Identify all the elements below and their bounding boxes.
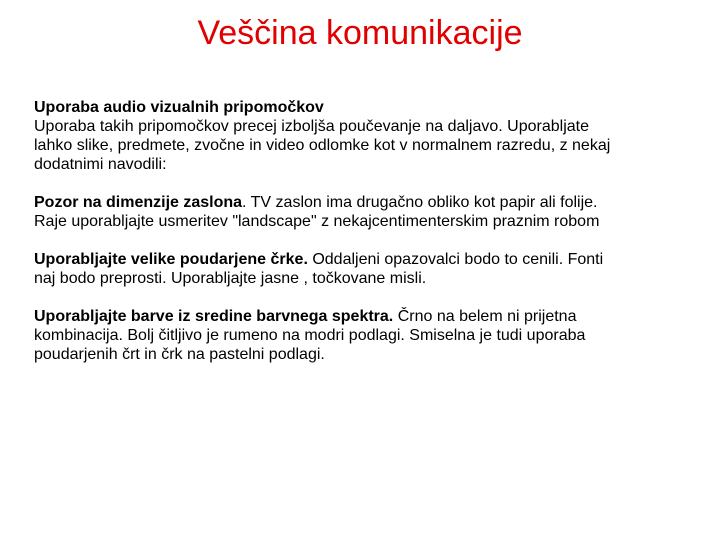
text-line: lahko slike, predmete, zvočne in video odlomke kot v normalnem razredu, z nekaj bbox=[34, 137, 611, 154]
slide-body bbox=[34, 98, 689, 383]
text-line: Uporaba takih pripomočkov precej izboljša poučevanje na daljavo. Uporabljate bbox=[34, 118, 589, 135]
section-lead-rest: Črno na belem ni prijetna bbox=[393, 308, 577, 325]
section-screen-dimensions bbox=[34, 193, 689, 231]
text-line: poudarjenih črt in črk na pastelni podlagi. bbox=[34, 346, 325, 363]
section-lead-rest: Oddaljeni opazovalci bodo to cenili. Fonti bbox=[307, 251, 604, 268]
section-large-letters bbox=[34, 250, 689, 288]
text-line: dodatnimi navodili: bbox=[34, 156, 167, 173]
text-line bbox=[34, 193, 689, 212]
section-lead-rest: . TV zaslon ima drugačno obliko kot papir ali folije. bbox=[242, 194, 598, 211]
text-line: Raje uporabljajte usmeritev "landscape" z nekajcentimenterskim praznim robom bbox=[34, 213, 600, 230]
section-av-aids bbox=[34, 98, 689, 174]
section-heading: Uporaba audio vizualnih pripomočkov bbox=[34, 99, 324, 116]
text-line: kombinacija. Bolj čitljivo je rumeno na modri podlagi. Smiselna je tudi uporaba bbox=[34, 327, 586, 344]
text-line bbox=[34, 250, 689, 269]
section-lead: Pozor na dimenzije zaslona bbox=[34, 194, 243, 211]
section-colors bbox=[34, 307, 689, 364]
text-line: naj bodo preprosti. Uporabljajte jasne , točkovane misli. bbox=[34, 270, 427, 287]
slide-title: Veščina komunikacije bbox=[197, 14, 523, 52]
section-lead: Uporabljajte velike poudarjene črke. bbox=[34, 251, 308, 268]
text-line bbox=[34, 307, 689, 326]
section-lead: Uporabljajte barve iz sredine barvnega spektra. bbox=[34, 308, 394, 325]
